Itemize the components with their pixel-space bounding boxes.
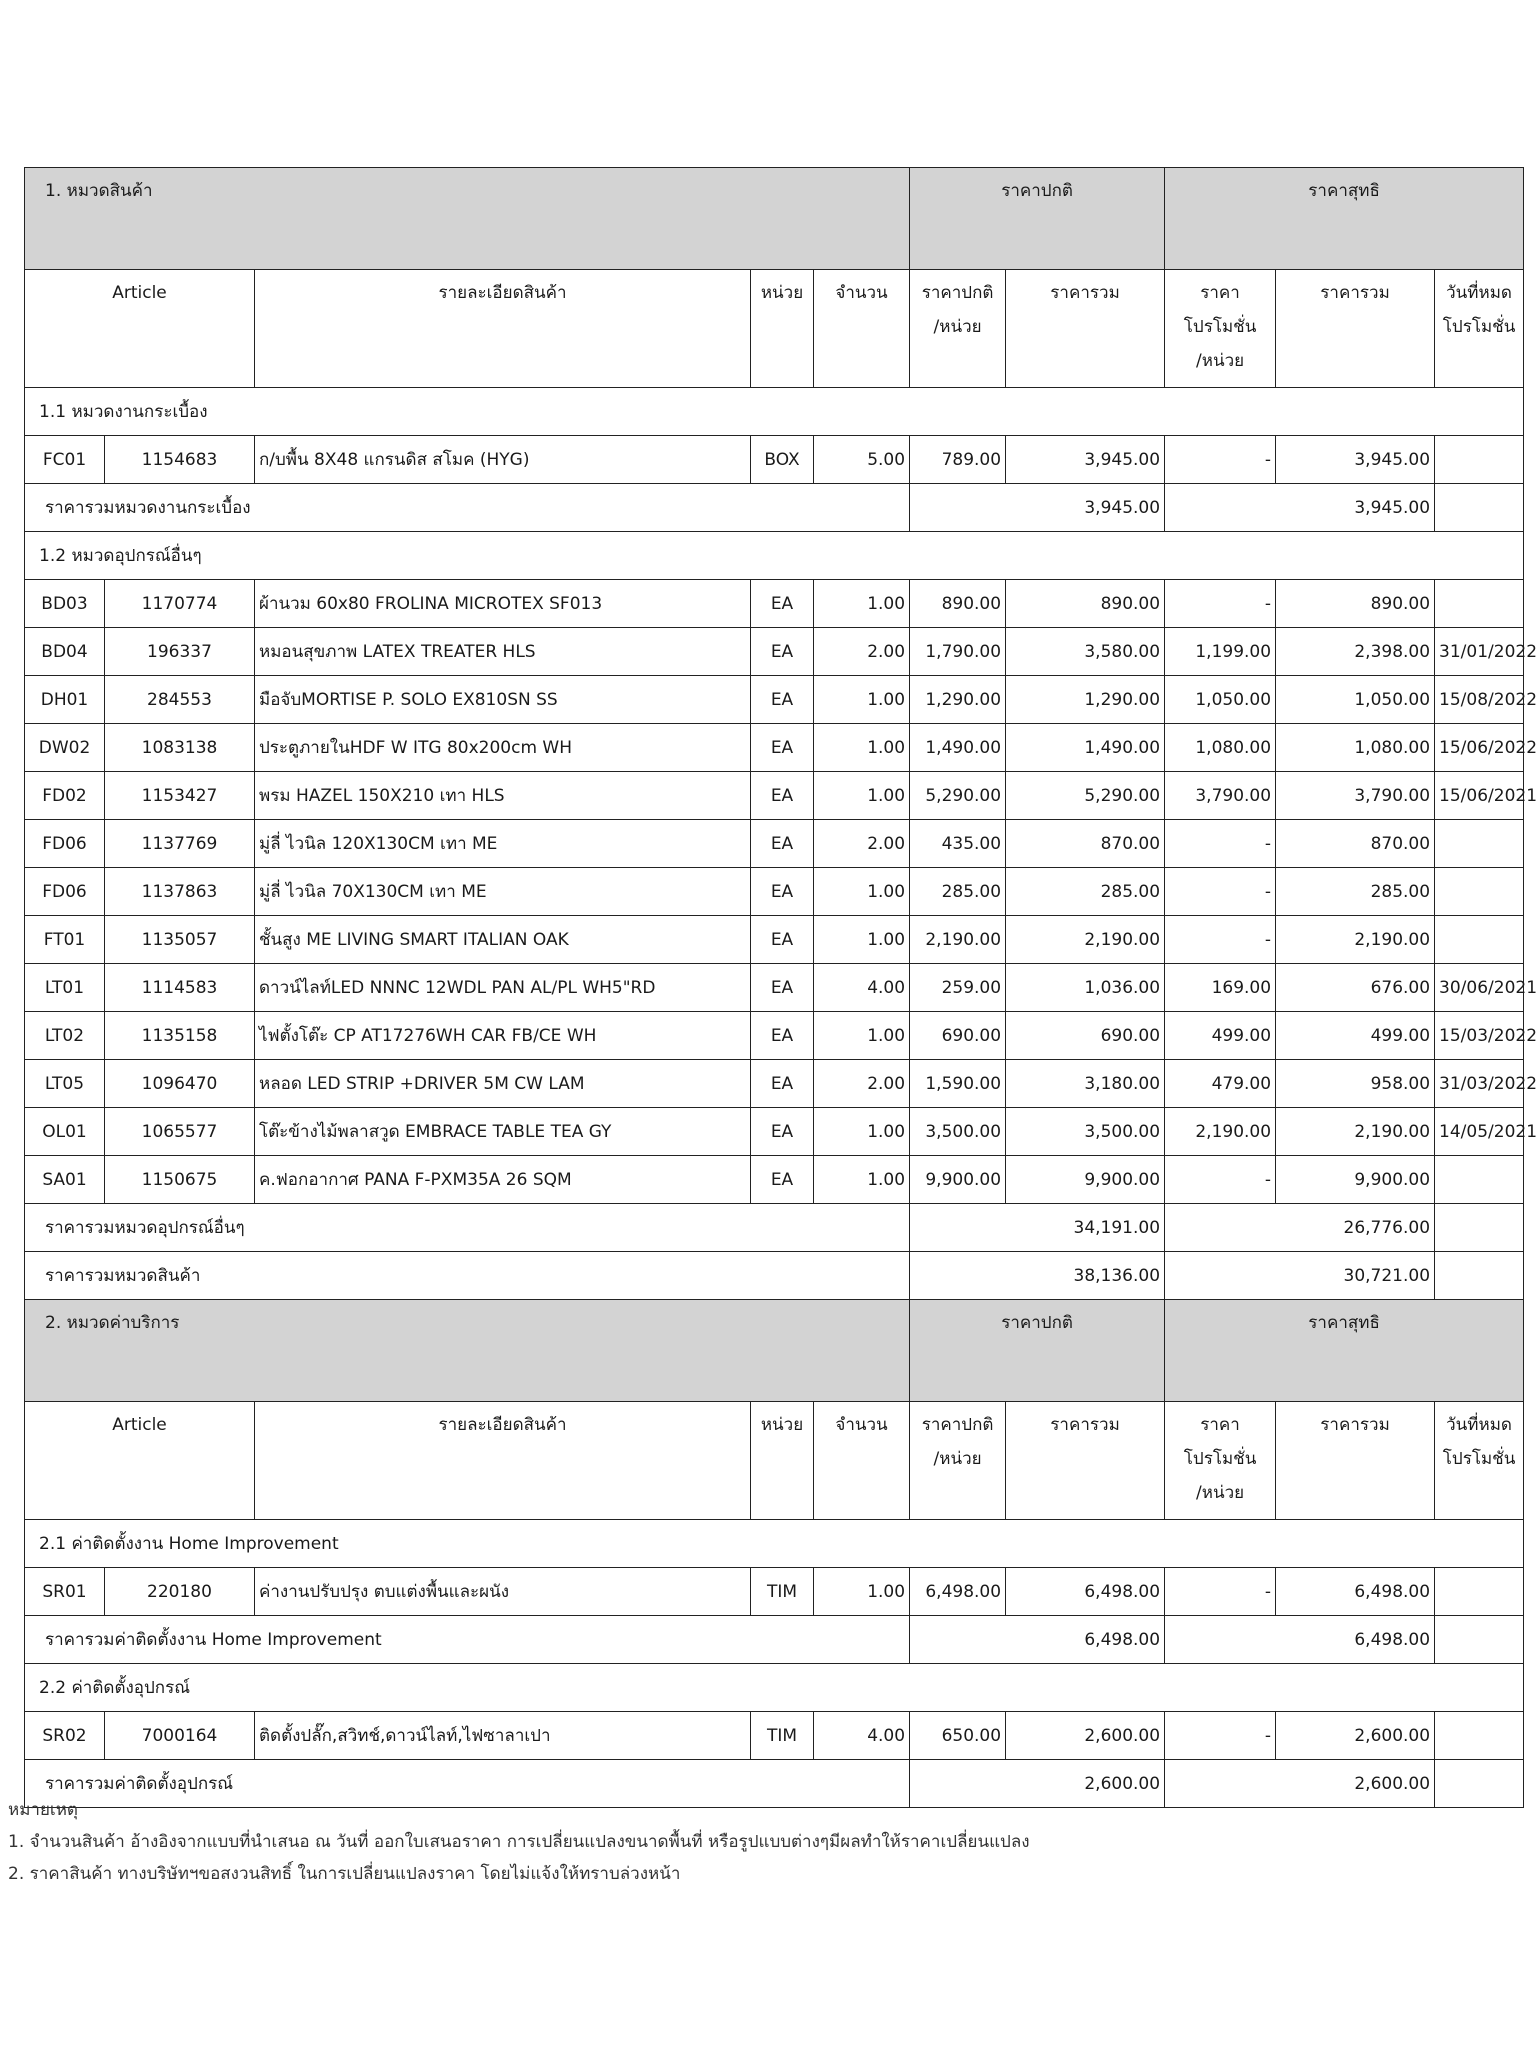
item-desc: ประตูภายในHDF W ITG 80x200cm WH: [255, 724, 751, 772]
item-desc: มือจับMORTISE P. SOLO EX810SN SS: [255, 676, 751, 724]
item-promo-unit: -: [1165, 1568, 1276, 1616]
item-total: 3,945.00: [1006, 436, 1165, 484]
subtotal-normal: 34,191.00: [910, 1204, 1165, 1252]
col-net-total: ราคารวม: [1276, 1402, 1435, 1520]
normal-price-heading: ราคาปกติ: [910, 168, 1165, 270]
item-article: 1135057: [105, 916, 255, 964]
item-desc: มู่ลี่ ไวนิล 70X130CM เทา ME: [255, 868, 751, 916]
item-promo-end: [1435, 820, 1524, 868]
item-desc: พรม HAZEL 150X210 เทา HLS: [255, 772, 751, 820]
item-promo-end: 15/06/2021: [1435, 772, 1524, 820]
item-unit: EA: [751, 916, 814, 964]
item-desc: ค.ฟอกอากาศ PANA F-PXM35A 26 SQM: [255, 1156, 751, 1204]
header-line: ราคาปกติ: [921, 283, 994, 303]
item-unit: EA: [751, 868, 814, 916]
item-qty: 2.00: [814, 1060, 910, 1108]
item-qty: 1.00: [814, 1108, 910, 1156]
item-qty: 5.00: [814, 436, 910, 484]
item-total: 2,600.00: [1006, 1712, 1165, 1760]
header-line: ราคา: [1200, 1415, 1240, 1435]
item-article: 284553: [105, 676, 255, 724]
header-line: โปรโมชั่น: [1183, 317, 1257, 337]
header-line: ราคา: [1200, 283, 1240, 303]
table-row: [25, 1108, 1524, 1156]
item-promo-unit: -: [1165, 820, 1276, 868]
item-net-total: 2,190.00: [1276, 1108, 1435, 1156]
col-qty: จำนวน: [814, 270, 910, 388]
item-total: 3,180.00: [1006, 1060, 1165, 1108]
item-net-total: 1,080.00: [1276, 724, 1435, 772]
item-unit: EA: [751, 580, 814, 628]
item-unit-price: 435.00: [910, 820, 1006, 868]
table-row: [25, 964, 1524, 1012]
item-promo-unit: -: [1165, 1156, 1276, 1204]
subtotal-spacer: [1435, 1616, 1524, 1664]
col-net-total: ราคารวม: [1276, 270, 1435, 388]
item-total: 690.00: [1006, 1012, 1165, 1060]
item-code: OL01: [25, 1108, 105, 1156]
item-code: SR02: [25, 1712, 105, 1760]
section-title: 1. หมวดสินค้า: [25, 168, 910, 270]
item-qty: 2.00: [814, 820, 910, 868]
item-unit: TIM: [751, 1568, 814, 1616]
subtotal-spacer: [1435, 1760, 1524, 1808]
item-qty: 1.00: [814, 676, 910, 724]
header-line: /หน่วย: [1196, 1483, 1245, 1503]
item-desc: ดาวน์ไลท์LED NNNC 12WDL PAN AL/PL WH5"RD: [255, 964, 751, 1012]
item-unit: EA: [751, 1060, 814, 1108]
item-qty: 2.00: [814, 628, 910, 676]
item-total: 890.00: [1006, 580, 1165, 628]
item-unit: EA: [751, 964, 814, 1012]
item-unit-price: 9,900.00: [910, 1156, 1006, 1204]
header-line: โปรโมชั่น: [1183, 1449, 1257, 1469]
item-net-total: 3,945.00: [1276, 436, 1435, 484]
item-qty: 4.00: [814, 964, 910, 1012]
item-qty: 1.00: [814, 868, 910, 916]
item-desc: ติดตั้งปลั๊ก,สวิทช์,ดาวน์ไลท์,ไฟซาลาเปา: [255, 1712, 751, 1760]
item-code: LT01: [25, 964, 105, 1012]
item-net-total: 958.00: [1276, 1060, 1435, 1108]
notes: [8, 1794, 1030, 1890]
item-total: 5,290.00: [1006, 772, 1165, 820]
item-promo-unit: 169.00: [1165, 964, 1276, 1012]
item-desc: หลอด LED STRIP +DRIVER 5M CW LAM: [255, 1060, 751, 1108]
subtotal-normal: 6,498.00: [910, 1616, 1165, 1664]
item-qty: 1.00: [814, 580, 910, 628]
item-code: FT01: [25, 916, 105, 964]
subtotal-label: ราคารวมหมวดอุปกรณ์อื่นๆ: [25, 1204, 910, 1252]
item-qty: 1.00: [814, 772, 910, 820]
item-total: 870.00: [1006, 820, 1165, 868]
col-promo-unit: [1165, 1402, 1276, 1520]
grand-total-spacer: [1435, 1252, 1524, 1300]
item-net-total: 9,900.00: [1276, 1156, 1435, 1204]
item-promo-end: [1435, 580, 1524, 628]
subtotal-net: 3,945.00: [1165, 484, 1435, 532]
item-promo-unit: 3,790.00: [1165, 772, 1276, 820]
section-title: 2. หมวดค่าบริการ: [25, 1300, 910, 1402]
item-total: 1,036.00: [1006, 964, 1165, 1012]
item-code: FD02: [25, 772, 105, 820]
item-promo-unit: 1,080.00: [1165, 724, 1276, 772]
item-article: 1153427: [105, 772, 255, 820]
item-article: 1154683: [105, 436, 255, 484]
item-unit: EA: [751, 724, 814, 772]
col-unit-price: [910, 1402, 1006, 1520]
item-unit-price: 890.00: [910, 580, 1006, 628]
item-code: FD06: [25, 820, 105, 868]
item-desc: ค่างานปรับปรุง ตบแต่งพื้นและผนัง: [255, 1568, 751, 1616]
subsection-title: 1.1 หมวดงานกระเบื้อง: [25, 388, 1524, 436]
header-line: โปรโมชั่น: [1442, 1449, 1516, 1469]
table-row: [25, 772, 1524, 820]
grand-total-row: [25, 1252, 1524, 1300]
item-promo-end: [1435, 916, 1524, 964]
subtotal-normal: 3,945.00: [910, 484, 1165, 532]
subtotal-label: ราคารวมค่าติดตั้งงาน Home Improvement: [25, 1616, 910, 1664]
item-promo-end: 31/01/2022: [1435, 628, 1524, 676]
item-unit: BOX: [751, 436, 814, 484]
col-qty: จำนวน: [814, 1402, 910, 1520]
table-row: [25, 820, 1524, 868]
table-row: [25, 580, 1524, 628]
item-unit-price: 1,790.00: [910, 628, 1006, 676]
item-promo-unit: -: [1165, 436, 1276, 484]
item-promo-end: 31/03/2022: [1435, 1060, 1524, 1108]
item-total: 3,500.00: [1006, 1108, 1165, 1156]
item-promo-end: 14/05/2021: [1435, 1108, 1524, 1156]
subsection-header: [25, 388, 1524, 436]
table-row: [25, 628, 1524, 676]
item-unit: EA: [751, 1012, 814, 1060]
item-net-total: 6,498.00: [1276, 1568, 1435, 1616]
item-unit-price: 690.00: [910, 1012, 1006, 1060]
item-unit: EA: [751, 820, 814, 868]
item-total: 1,490.00: [1006, 724, 1165, 772]
subtotal-net: 26,776.00: [1165, 1204, 1435, 1252]
item-code: FD06: [25, 868, 105, 916]
quotation-table: [24, 167, 1537, 1808]
item-net-total: 2,190.00: [1276, 916, 1435, 964]
note-item: 1. จำนวนสินค้า อ้างอิงจากแบบที่นำเสนอ ณ วันที่ ออกใบเสนอราคา การเปลี่ยนแปลงขนาดพื้นที่ หรือรูปแบบต่างๆมีผลทำให้ราคาเปลี่ยนแปลง: [8, 1832, 1030, 1852]
header-line: โปรโมชั่น: [1442, 317, 1516, 337]
net-price-heading: ราคาสุทธิ: [1165, 168, 1524, 270]
col-promo-end: [1435, 270, 1524, 388]
col-total: ราคารวม: [1006, 1402, 1165, 1520]
item-desc: ไฟตั้งโต๊ะ CP AT17276WH CAR FB/CE WH: [255, 1012, 751, 1060]
subtotal-label: ราคารวมค่าติดตั้งอุปกรณ์: [25, 1760, 910, 1808]
col-desc: รายละเอียดสินค้า: [255, 270, 751, 388]
note-item: 2. ราคาสินค้า ทางบริษัทฯขอสงวนสิทธิ์ ในการเปลี่ยนแปลงราคา โดยไม่แจ้งให้ทราบล่วงหน้า: [8, 1864, 681, 1884]
subsection-header: [25, 532, 1524, 580]
item-promo-end: [1435, 1156, 1524, 1204]
item-net-total: 676.00: [1276, 964, 1435, 1012]
item-qty: 1.00: [814, 1012, 910, 1060]
item-article: 220180: [105, 1568, 255, 1616]
item-promo-end: 15/08/2022: [1435, 676, 1524, 724]
header-line: /หน่วย: [933, 1449, 982, 1469]
item-code: LT05: [25, 1060, 105, 1108]
grand-total-label: ราคารวมหมวดสินค้า: [25, 1252, 910, 1300]
col-desc: รายละเอียดสินค้า: [255, 1402, 751, 1520]
subtotal-row: [25, 1616, 1524, 1664]
item-promo-unit: -: [1165, 916, 1276, 964]
table-row: [25, 916, 1524, 964]
item-net-total: 890.00: [1276, 580, 1435, 628]
item-net-total: 870.00: [1276, 820, 1435, 868]
item-qty: 4.00: [814, 1712, 910, 1760]
header-line: ราคาปกติ: [921, 1415, 994, 1435]
subsection-header: [25, 1520, 1524, 1568]
item-qty: 1.00: [814, 724, 910, 772]
subtotal-label: ราคารวมหมวดงานกระเบื้อง: [25, 484, 910, 532]
item-unit: EA: [751, 676, 814, 724]
col-promo-end: [1435, 1402, 1524, 1520]
table-row: [25, 724, 1524, 772]
subtotal-net: 2,600.00: [1165, 1760, 1435, 1808]
subsection-title: 1.2 หมวดอุปกรณ์อื่นๆ: [25, 532, 1524, 580]
item-article: 1065577: [105, 1108, 255, 1156]
item-article: 7000164: [105, 1712, 255, 1760]
col-promo-unit: [1165, 270, 1276, 388]
col-total: ราคารวม: [1006, 270, 1165, 388]
item-desc: ชั้นสูง ME LIVING SMART ITALIAN OAK: [255, 916, 751, 964]
item-article: 1096470: [105, 1060, 255, 1108]
subtotal-row: [25, 484, 1524, 532]
item-desc: ผ้านวม 60x80 FROLINA MICROTEX SF013: [255, 580, 751, 628]
item-qty: 1.00: [814, 916, 910, 964]
item-net-total: 2,398.00: [1276, 628, 1435, 676]
item-unit-price: 789.00: [910, 436, 1006, 484]
item-promo-unit: 1,050.00: [1165, 676, 1276, 724]
column-header-row: [25, 270, 1524, 388]
item-promo-end: 15/06/2022: [1435, 724, 1524, 772]
col-article: Article: [25, 1402, 255, 1520]
column-header-row: [25, 1402, 1524, 1520]
item-promo-unit: 2,190.00: [1165, 1108, 1276, 1156]
item-promo-unit: -: [1165, 580, 1276, 628]
item-code: LT02: [25, 1012, 105, 1060]
section-header: [25, 1300, 1524, 1402]
item-total: 3,580.00: [1006, 628, 1165, 676]
item-promo-unit: 1,199.00: [1165, 628, 1276, 676]
subtotal-net: 6,498.00: [1165, 1616, 1435, 1664]
subsection-title: 2.2 ค่าติดตั้งอุปกรณ์: [25, 1664, 1524, 1712]
item-promo-end: [1435, 436, 1524, 484]
item-article: 1137863: [105, 868, 255, 916]
header-line: /หน่วย: [933, 317, 982, 337]
item-net-total: 1,050.00: [1276, 676, 1435, 724]
item-code: DW02: [25, 724, 105, 772]
item-unit-price: 285.00: [910, 868, 1006, 916]
normal-price-heading: ราคาปกติ: [910, 1300, 1165, 1402]
table-row: [25, 868, 1524, 916]
table-row: [25, 1060, 1524, 1108]
item-article: 1135158: [105, 1012, 255, 1060]
item-promo-end: 30/06/2021: [1435, 964, 1524, 1012]
item-desc: โต๊ะข้างไม้พลาสวูด EMBRACE TABLE TEA GY: [255, 1108, 751, 1156]
item-net-total: 2,600.00: [1276, 1712, 1435, 1760]
item-unit: TIM: [751, 1712, 814, 1760]
item-unit-price: 3,500.00: [910, 1108, 1006, 1156]
subtotal-spacer: [1435, 1204, 1524, 1252]
item-article: 1114583: [105, 964, 255, 1012]
item-code: SR01: [25, 1568, 105, 1616]
item-unit-price: 6,498.00: [910, 1568, 1006, 1616]
item-qty: 1.00: [814, 1156, 910, 1204]
item-promo-end: [1435, 1568, 1524, 1616]
item-unit-price: 1,290.00: [910, 676, 1006, 724]
header-line: /หน่วย: [1196, 351, 1245, 371]
subtotal-spacer: [1435, 484, 1524, 532]
col-unit: หน่วย: [751, 270, 814, 388]
item-promo-unit: -: [1165, 1712, 1276, 1760]
grand-total-net: 30,721.00: [1165, 1252, 1435, 1300]
item-total: 2,190.00: [1006, 916, 1165, 964]
item-article: 1150675: [105, 1156, 255, 1204]
item-total: 6,498.00: [1006, 1568, 1165, 1616]
item-unit-price: 259.00: [910, 964, 1006, 1012]
item-total: 285.00: [1006, 868, 1165, 916]
item-net-total: 499.00: [1276, 1012, 1435, 1060]
item-promo-unit: -: [1165, 868, 1276, 916]
item-total: 9,900.00: [1006, 1156, 1165, 1204]
header-line: วันที่หมด: [1446, 1415, 1512, 1435]
item-code: BD04: [25, 628, 105, 676]
subsection-title: 2.1 ค่าติดตั้งงาน Home Improvement: [25, 1520, 1524, 1568]
item-code: DH01: [25, 676, 105, 724]
item-unit: EA: [751, 1108, 814, 1156]
item-code: SA01: [25, 1156, 105, 1204]
table-row: [25, 1568, 1524, 1616]
item-net-total: 3,790.00: [1276, 772, 1435, 820]
col-unit-price: [910, 270, 1006, 388]
item-total: 1,290.00: [1006, 676, 1165, 724]
subtotal-normal: 2,600.00: [910, 1760, 1165, 1808]
section-header: [25, 168, 1524, 270]
item-code: BD03: [25, 580, 105, 628]
item-desc: ก/บพื้น 8X48 แกรนดิส สโมค (HYG): [255, 436, 751, 484]
subsection-header: [25, 1664, 1524, 1712]
notes-title: หมายเหตุ: [8, 1800, 78, 1820]
item-code: FC01: [25, 436, 105, 484]
item-article: 196337: [105, 628, 255, 676]
table-row: [25, 436, 1524, 484]
item-promo-unit: 479.00: [1165, 1060, 1276, 1108]
item-desc: หมอนสุขภาพ LATEX TREATER HLS: [255, 628, 751, 676]
item-promo-unit: 499.00: [1165, 1012, 1276, 1060]
item-unit-price: 650.00: [910, 1712, 1006, 1760]
item-unit: EA: [751, 1156, 814, 1204]
item-article: 1137769: [105, 820, 255, 868]
item-qty: 1.00: [814, 1568, 910, 1616]
item-promo-end: 15/03/2022: [1435, 1012, 1524, 1060]
grand-total-normal: 38,136.00: [910, 1252, 1165, 1300]
col-article: Article: [25, 270, 255, 388]
item-promo-end: [1435, 1712, 1524, 1760]
table-row: [25, 676, 1524, 724]
header-line: วันที่หมด: [1446, 283, 1512, 303]
net-price-heading: ราคาสุทธิ: [1165, 1300, 1524, 1402]
col-unit: หน่วย: [751, 1402, 814, 1520]
subtotal-row: [25, 1204, 1524, 1252]
item-article: 1170774: [105, 580, 255, 628]
item-unit-price: 5,290.00: [910, 772, 1006, 820]
item-unit-price: 1,490.00: [910, 724, 1006, 772]
item-article: 1083138: [105, 724, 255, 772]
item-unit-price: 1,590.00: [910, 1060, 1006, 1108]
item-unit-price: 2,190.00: [910, 916, 1006, 964]
table-row: [25, 1712, 1524, 1760]
table-row: [25, 1156, 1524, 1204]
item-net-total: 285.00: [1276, 868, 1435, 916]
table-row: [25, 1012, 1524, 1060]
item-unit: EA: [751, 628, 814, 676]
item-desc: มู่ลี่ ไวนิล 120X130CM เทา ME: [255, 820, 751, 868]
item-unit: EA: [751, 772, 814, 820]
item-promo-end: [1435, 868, 1524, 916]
